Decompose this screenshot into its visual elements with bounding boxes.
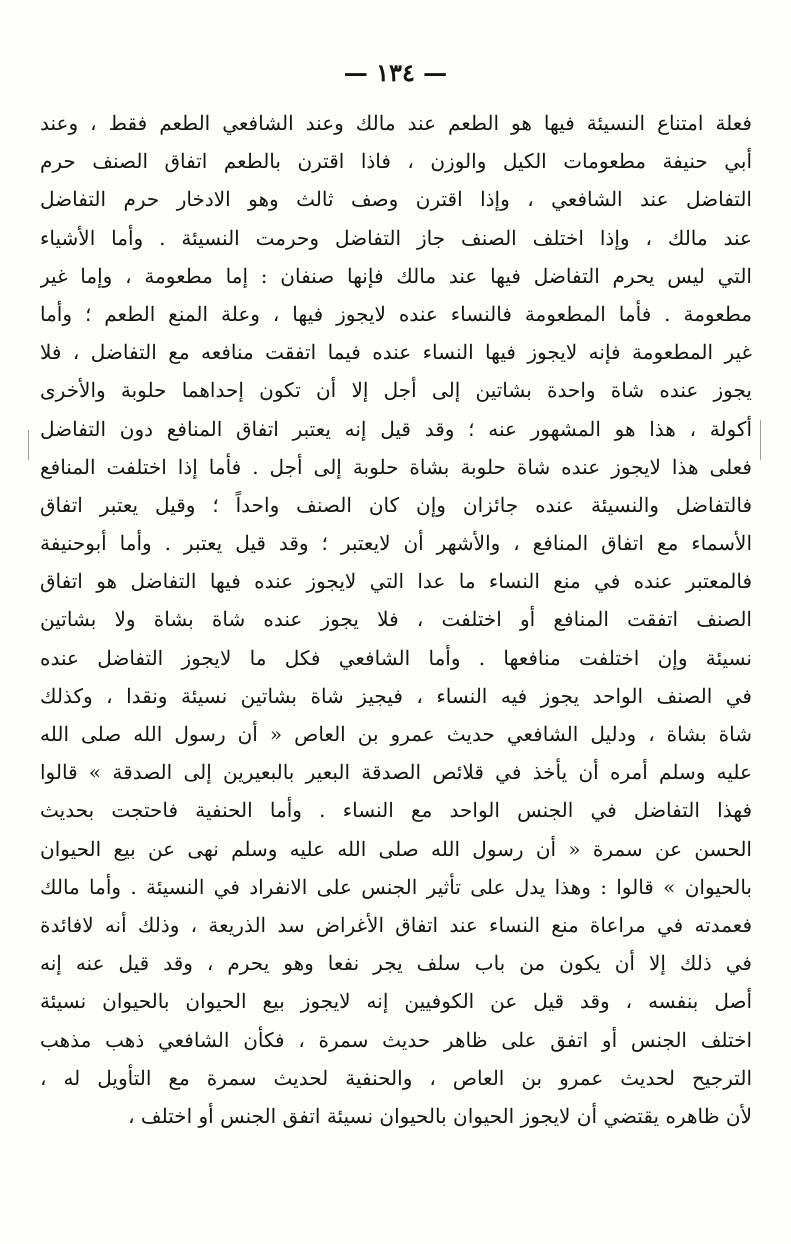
text-line: فالمعتبر عنده في منع النساء ما عدا التي لايجوز عنده فيها التفاضل هو اتفاق xyxy=(40,569,752,594)
text-line: فالتفاضل والنسيئة عنده جائزان وإن كان الصنف واحداً ؛ وقيل يعتبر اتفاق xyxy=(40,492,752,517)
text-line: أصل بنفسه ، وقد قيل عن الكوفيين إنه لايجوز بيع الحيوان بالحيوان نسيئة xyxy=(40,989,752,1014)
text-line: التي ليس يحرم التفاضل فيها عند مالك فإنها صنفان : إما مطعومة ، وإما غير xyxy=(40,263,752,288)
text-line: في ذلك إلا أن يكون من باب سلف يجر نفعا وهو يحرم ، وقد قيل عنه إنه xyxy=(40,951,752,976)
text-line: الأسماء مع اتفاق المنافع ، والأشهر أن لايعتبر ؛ وقد قيل يعتبر . وأما أبوحنيفة xyxy=(40,531,752,556)
text-line: يجوز عنده شاة واحدة بشاتين إلى أجل إلا أن تكون إحداهما حلوبة والأخرى xyxy=(40,378,752,403)
text-line: أكولة ، هذا هو المشهور عنه ؛ وقد قيل إنه يعتبر اتفاق المنافع دون التفاضل xyxy=(40,416,752,441)
text-line: الصنف اتفقت المنافع أو اختلفت ، فلا يجوز عنده شاة بشاة ولا بشاتين xyxy=(40,607,752,632)
text-line: أبي حنيفة مطعومات الكيل والوزن ، فاذا اقترن بالطعم اتفاق الصنف حرم xyxy=(40,149,752,174)
text-line: في الصنف الواحد يجوز فيه النساء ، فيجيز شاة بشاتين نسيئة ونقدا ، وكذلك xyxy=(40,683,752,708)
text-line: شاة بشاة ، ودليل الشافعي حديث عمرو بن العاص « أن رسول الله صلى الله xyxy=(40,722,752,746)
text-line: التفاضل عند الشافعي ، وإذا اقترن وصف ثالث وهو الادخار حرم التفاضل xyxy=(40,187,752,212)
text-line: الحسن عن سمرة « أن رسول الله صلى الله عليه وسلم نهى عن بيع الحيوان xyxy=(40,836,752,861)
scan-margin-mark xyxy=(28,430,29,460)
text-line: غير المطعومة فإنه لايجوز فيها النساء عنده فيما اتفقت منافعه مع التفاضل ، فلا xyxy=(40,340,752,365)
page-number: — ١٣٤ — xyxy=(343,58,448,87)
text-line: فعمدته في مراعاة منع النساء عند اتفاق الأغراض سد الذريعة ، وذلك أنه لافائدة xyxy=(40,912,752,937)
text-line: عليه وسلم أمره أن يأخذ في قلائص الصدقة البعير بالبعيرين إلى الصدقة » قالوا xyxy=(40,760,752,785)
text-line: لأن ظاهره يقتضي أن لايجوز الحيوان بالحيوان نسيئة اتفق الجنس أو اختلف ، xyxy=(128,1103,752,1128)
scan-margin-mark xyxy=(760,420,761,460)
text-line: فهذا التفاضل في الجنس الواحد مع النساء . وأما الحنفية فاحتجت بحديث xyxy=(40,798,752,823)
text-line: الترجيح لحديث عمرو بن العاص ، والحنفية لحديث سمرة مع التأويل له ، xyxy=(40,1065,752,1090)
body-text xyxy=(40,104,752,1135)
text-line: فعلى هذا لايجوز عنده شاة حلوبة بشاة حلوبة إلى أجل . فأما إذا اختلفت المنافع xyxy=(40,454,752,479)
text-line: اختلف الجنس أو اتفق على ظاهر حديث سمرة ، فكأن الشافعي ذهب مذهب xyxy=(40,1027,752,1052)
text-line: نسيئة وإن اختلفت منافعها . وأما الشافعي فكل ما لايجوز التفاضل عنده xyxy=(40,645,752,670)
text-line: بالحيوان » قالوا : وهذا يدل على تأثير الجنس على الانفراد في النسيئة . وأما مالك xyxy=(40,874,752,899)
text-line: فعلة امتناع النسيئة فيها هو الطعم عند مالك وعند الشافعي الطعم فقط ، وعند xyxy=(40,111,752,135)
text-line: مطعومة . فأما المطعومة فالنساء عنده لايجوز فيها ، وعلة المنع الطعم ؛ وأما xyxy=(40,301,752,326)
text-line: عند مالك ، وإذا اختلف الصنف جاز التفاضل وحرمت النسيئة . وأما الأشياء xyxy=(40,225,752,250)
